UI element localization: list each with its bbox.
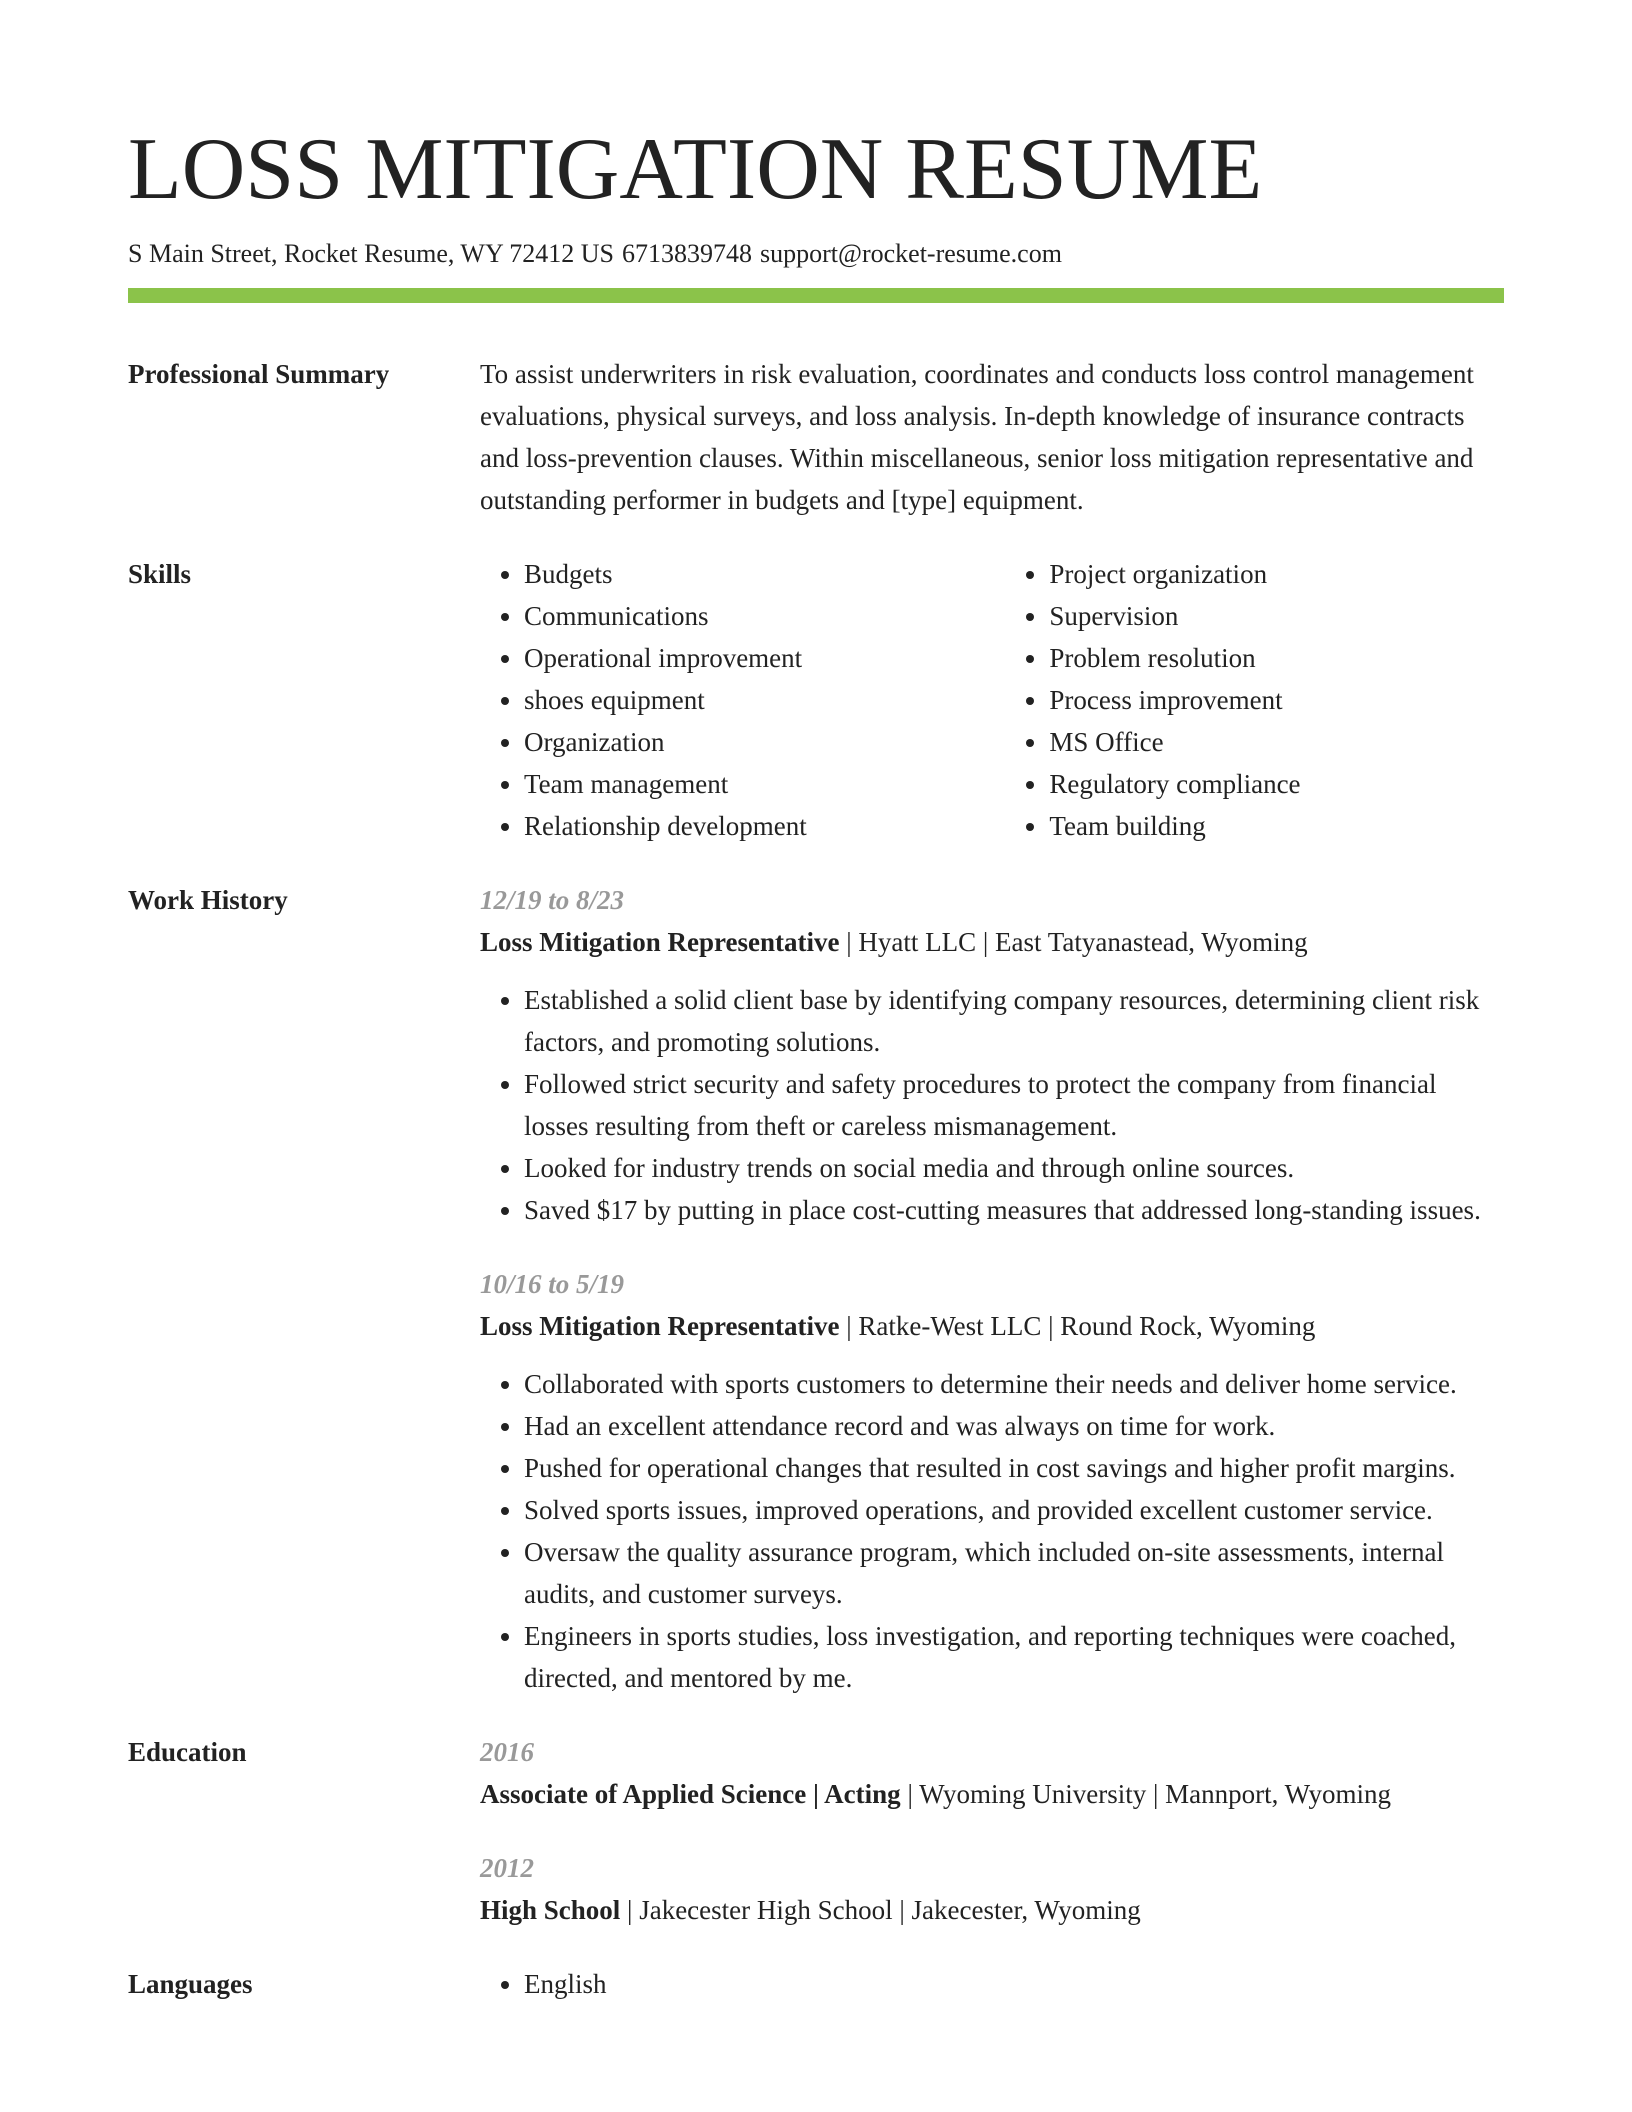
language-item: • English	[524, 1963, 1504, 2005]
work-history-heading: Work History	[128, 885, 288, 915]
job-bullets	[480, 1363, 1504, 1699]
job-role: Loss Mitigation Representative	[480, 1311, 840, 1341]
work-history-body	[480, 879, 1504, 1699]
skill-item: • Organization	[524, 721, 1005, 763]
summary-heading: Professional Summary	[128, 359, 390, 389]
contact-phone: 6713839748	[622, 239, 753, 268]
contact-address: S Main Street, Rocket Resume, WY 72412 US	[128, 239, 615, 268]
job-bullet: • Saved $17 by putting in place cost-cutting measures that addressed long-standing issues.	[524, 1189, 1504, 1231]
job-role: Loss Mitigation Representative	[480, 927, 840, 957]
education-heading: Education	[128, 1737, 247, 1767]
job-entry	[480, 879, 1504, 1231]
job-bullet: • Followed strict security and safety procedures to protect the company from financial losses resulting from theft or careless mismanagement.	[524, 1063, 1504, 1147]
job-dates: 12/19 to 8/23	[480, 885, 625, 915]
education-entry	[480, 1731, 1504, 1815]
education-year: 2012	[480, 1853, 534, 1883]
job-dates: 10/16 to 5/19	[480, 1269, 625, 1299]
summary-section	[128, 353, 1504, 521]
skill-item: • Project organization	[1049, 553, 1504, 595]
job-bullet: • Collaborated with sports customers to determine their needs and deliver home service.	[524, 1363, 1504, 1405]
skill-item: • Supervision	[1049, 595, 1504, 637]
skill-item: • Team management	[524, 763, 1005, 805]
job-bullet: • Looked for industry trends on social media and through online sources.	[524, 1147, 1504, 1189]
skill-item: • Budgets	[524, 553, 1005, 595]
job-header	[480, 921, 1504, 963]
languages-section	[128, 1963, 1504, 2005]
education-header	[480, 1773, 1504, 1815]
header-divider	[128, 288, 1504, 303]
job-bullet: • Had an excellent attendance record and was always on time for work.	[524, 1405, 1504, 1447]
skills-column-right	[1005, 553, 1504, 847]
skill-item: • Problem resolution	[1049, 637, 1504, 679]
education-header	[480, 1889, 1504, 1931]
skill-item: • Regulatory compliance	[1049, 763, 1504, 805]
contact-line	[128, 236, 1504, 272]
work-history-section	[128, 879, 1504, 1699]
education-entry	[480, 1847, 1504, 1931]
languages-body	[480, 1963, 1504, 2005]
skill-item: • shoes equipment	[524, 679, 1005, 721]
skill-item: • MS Office	[1049, 721, 1504, 763]
skill-item: • Process improvement	[1049, 679, 1504, 721]
education-details: | Jakecester High School | Jakecester, Wyoming	[620, 1895, 1141, 1925]
skill-item: • Team building	[1049, 805, 1504, 847]
job-entry	[480, 1263, 1504, 1699]
job-bullet: • Established a solid client base by identifying company resources, determining client risk factors, and promoting solutions.	[524, 979, 1504, 1063]
languages-list	[480, 1963, 1504, 2005]
job-details: | Ratke-West LLC | Round Rock, Wyoming	[839, 1311, 1316, 1341]
job-bullet: • Pushed for operational changes that resulted in cost savings and higher profit margins.	[524, 1447, 1504, 1489]
skills-grid	[480, 553, 1504, 847]
job-header	[480, 1305, 1504, 1347]
job-details: | Hyatt LLC | East Tatyanastead, Wyoming	[839, 927, 1308, 957]
education-degree: Associate of Applied Science | Acting	[480, 1779, 901, 1809]
job-bullets	[480, 979, 1504, 1231]
skill-item: • Relationship development	[524, 805, 1005, 847]
skills-section	[128, 553, 1504, 847]
resume-title: LOSS MITIGATION RESUME	[128, 121, 1263, 218]
education-details: | Wyoming University | Mannport, Wyoming	[900, 1779, 1391, 1809]
skill-item: • Operational improvement	[524, 637, 1005, 679]
education-degree: High School	[480, 1895, 621, 1925]
education-section	[128, 1731, 1504, 1931]
skills-column-left	[480, 553, 1005, 847]
education-year: 2016	[480, 1737, 534, 1767]
skill-item: • Communications	[524, 595, 1005, 637]
resume-page	[128, 118, 1504, 2005]
education-body	[480, 1731, 1504, 1931]
job-bullet: • Engineers in sports studies, loss investigation, and reporting techniques were coached, directed, and mentored by me.	[524, 1615, 1504, 1699]
contact-email: support@rocket-resume.com	[760, 239, 1062, 268]
job-bullet: • Solved sports issues, improved operations, and provided excellent customer service.	[524, 1489, 1504, 1531]
languages-heading: Languages	[128, 1969, 253, 1999]
skills-heading: Skills	[128, 559, 192, 589]
job-bullet: • Oversaw the quality assurance program, which included on-site assessments, internal audits, and customer surveys.	[524, 1531, 1504, 1615]
summary-text: To assist underwriters in risk evaluation, coordinates and conducts loss control management evaluations, physical surveys, and loss analysis. In-depth knowledge of insurance contracts and loss-prevention clauses. Within miscellaneous, senior loss mitigation representative and outstanding performer in budgets and [type] equipment.	[480, 359, 1474, 515]
